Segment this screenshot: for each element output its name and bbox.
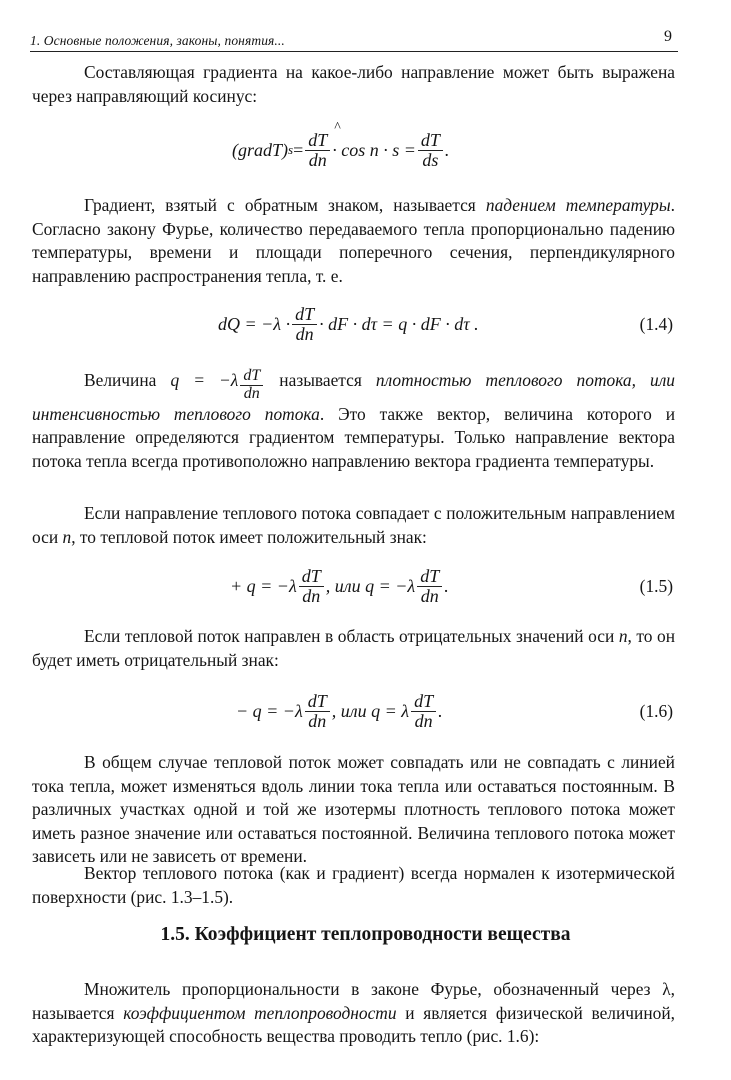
eq14-lhs: dQ = −λ · (218, 313, 291, 334)
eq1-end: . (444, 139, 450, 160)
equation-label-1-6: (1.6) (639, 701, 673, 721)
equation-label-1-5: (1.5) (639, 576, 673, 596)
eq1-num-2: dT (418, 131, 443, 151)
paragraph-positive-sign (32, 502, 675, 549)
p4-text-b: , то тепловой поток имеет положительный знак: (71, 526, 427, 547)
p3-den: dn (243, 384, 260, 402)
eq15-num-1: dT (299, 567, 324, 587)
eq1-den-1: dn (308, 149, 327, 170)
equation-1-6 (32, 683, 675, 739)
p8-text-a: Множитель пропорциональности в законе Фурье, обозначенный через λ, называется (32, 979, 675, 1023)
eq1-eq: = (293, 139, 304, 160)
eq15-mid: , или q = −λ (325, 575, 416, 596)
eq1-num-1: dT (305, 131, 330, 151)
p8-text-c: и является физической величиной, характеризующей способность вещества проводить тепло (рис. 1.6): (32, 1002, 675, 1047)
equation-1-4 (32, 296, 675, 352)
p4-text-a: Если направление теплового потока совпадает с положительным направлением оси (32, 503, 675, 547)
p3-text-b: называется (265, 369, 376, 390)
eq14-den: dn (295, 323, 314, 344)
eq1-sub: s (288, 142, 294, 157)
equation-1-5 (32, 558, 675, 614)
page-number: 9 (664, 28, 672, 45)
equation-label-1-4: (1.4) (639, 314, 673, 334)
eq16-num-1: dT (305, 692, 330, 712)
p5-text-b: , то он будет иметь отрицательный знак: (32, 626, 675, 670)
p3-fraction (240, 368, 263, 403)
eq15-fraction-2 (417, 567, 442, 606)
equation-grad-component (32, 122, 675, 178)
header-rule (30, 51, 678, 52)
p3-term-flux-density: плотностью теплового потока, или интенсивностью теплового потока (32, 369, 675, 424)
p3-q: q = −λ (170, 369, 239, 390)
section-heading: 1.5. Коэффициент теплопроводности вещества (160, 924, 571, 945)
p5-axis-n: n (618, 626, 628, 646)
eq14-fraction (292, 305, 317, 344)
paragraph-heat-flux-density (32, 368, 675, 473)
eq16-end: . (438, 700, 443, 721)
eq15-den-1: dn (302, 585, 321, 606)
p2-text-c: . Согласно закону Фурье, количество передаваемого тепла пропорционально падению температуры, времени и площади поперечного сечения, перпендикулярного направлению распространения тепла, т. е. (32, 195, 675, 286)
eq15-num-2: dT (417, 567, 442, 587)
eq1-den-2: ds (422, 149, 439, 170)
running-header: 1. Основные положения, законы, понятия... (30, 33, 285, 48)
eq1-fraction-1 (305, 131, 330, 170)
eq1-lhs: (gradT) (232, 139, 289, 160)
p3-text-a: Величина (84, 369, 171, 390)
eq16-mid: , или q = λ (331, 700, 410, 721)
p2-text-a: Градиент, взятый с обратным знаком, называется (84, 195, 486, 215)
paragraph-conductivity (32, 978, 675, 1049)
p3-text-e: . Это также вектор, величина которого и направление определяются градиентом температуры. Только направление вектора потока тепла всегда противоположно направлению вектора градиента температуры. (32, 403, 675, 471)
paragraph-normal-vector: Вектор теплового потока (как и градиент) всегда нормален к изотермической поверхности (рис. 1.3–1.5). (32, 863, 675, 907)
eq14-num: dT (292, 305, 317, 325)
eq16-fraction-1 (305, 692, 330, 731)
eq15-a: + q = −λ (230, 575, 297, 596)
eq16-den-1: dn (308, 710, 327, 731)
paragraph-general-case: В общем случае тепловой поток может совпадать или не совпадать с линией тока тепла, может изменяться вдоль линии тока тепла или оставаться постоянным. В различных участках одной и той же изотермы плотность теплового потока может иметь разное значение или оставаться постоянной. Величина теплового потока может зависеть или не зависеть от времени. (32, 752, 675, 867)
eq16-den-2: dn (414, 710, 433, 731)
eq15-end: . (444, 575, 449, 596)
eq16-a: − q = −λ (236, 700, 303, 721)
eq1-mid: ^ · cos n · s = (332, 140, 416, 161)
paragraph-fourier-law (32, 194, 675, 288)
p2-term-temp-drop: падением температуры (485, 195, 671, 215)
eq16-num-2: dT (411, 692, 436, 712)
p4-axis-n: n (62, 526, 72, 547)
p5-text-a: Если тепловой поток направлен в область отрицательных значений оси (84, 626, 619, 646)
eq15-den-2: dn (420, 585, 439, 606)
eq14-rhs: · dF · dτ = q · dF · dτ . (319, 313, 479, 334)
eq15-fraction-1 (299, 567, 324, 606)
eq16-fraction-2 (411, 692, 436, 731)
paragraph-gradient-component: Составляющая градиента на какое-либо направление может быть выражена через направляющий косинус: (32, 62, 675, 106)
eq1-fraction-2 (418, 131, 443, 170)
p8-term-conductivity: коэффициентом теплопроводности (123, 1002, 397, 1023)
paragraph-negative-sign (32, 625, 675, 672)
p3-num: dT (240, 368, 263, 386)
